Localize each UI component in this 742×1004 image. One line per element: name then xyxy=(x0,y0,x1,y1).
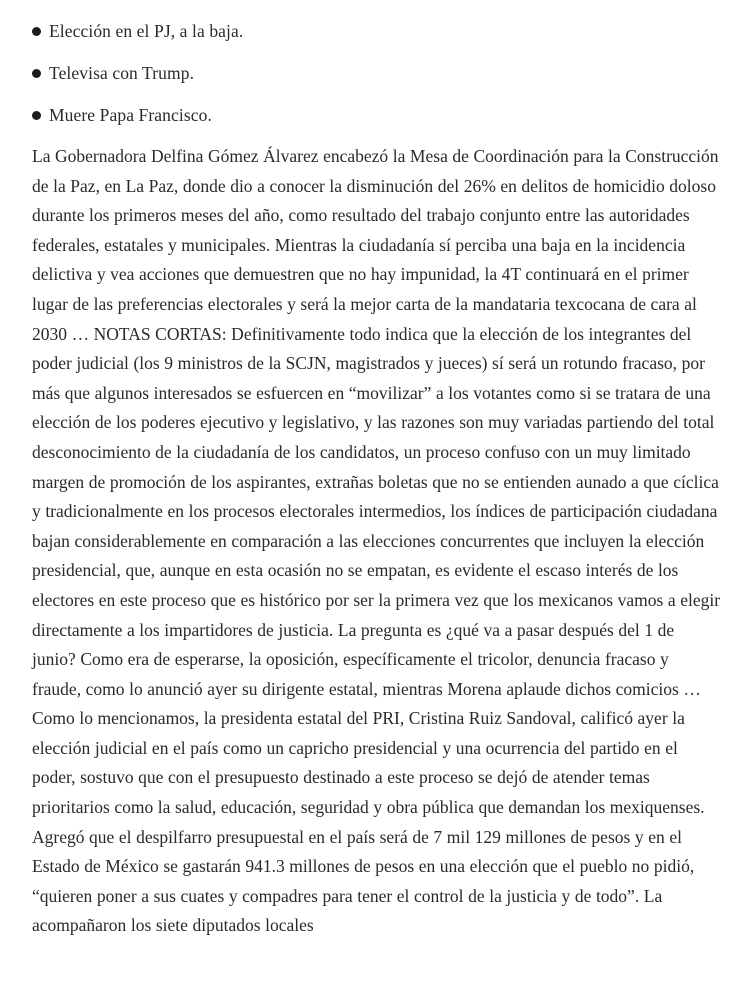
bullet-text: Muere Papa Francisco. xyxy=(49,104,212,125)
bullet-list xyxy=(32,10,722,136)
bullet-text: Televisa con Trump. xyxy=(49,62,195,83)
article-content xyxy=(32,10,722,941)
bullet-dot-icon xyxy=(32,27,41,36)
bullet-item xyxy=(32,52,722,94)
bullet-item xyxy=(32,94,722,136)
bullet-dot-icon xyxy=(32,69,41,78)
bullet-text: Elección en el PJ, a la baja. xyxy=(49,20,244,41)
article-paragraph: La Gobernadora Delfina Gómez Álvarez encabezó la Mesa de Coordinación para la Construcción de la Paz, en La Paz, donde dio a conocer la disminución del 26% en delitos de homicidio doloso durante los primeros meses del año, como resultado del trabajo conjunto entre las autoridades federales, estatales y municipales. Mientras la ciudadanía sí perciba una baja en la incidencia delictiva y vea acciones que demuestren que no hay impunidad, la 4T continuará en el primer lugar de las preferencias electorales y será la mejor carta de la mandataria texcocana de cara al 2030 … NOTAS CORTAS: Definitivamente todo indica que la elección de los integrantes del poder judicial (los 9 ministros de la SCJN, magistrados y jueces) sí será un rotundo fracaso, por más que algunos interesados se esfuercen en “movilizar” a los votantes como si se tratara de una elección de los poderes ejecutivo y legislativo, y las razones son muy variadas partiendo del total desconocimiento de la ciudadanía de los candidatos, un proceso confuso con un muy limitado margen de promoción de los aspirantes, extrañas boletas que no se entienden aunado a que cíclica y tradicionalmente en los procesos electorales intermedios, los índices de participación ciudadana bajan considerablemente en comparación a las elecciones concurrentes que incluyen la elección presidencial, que, aunque en esta ocasión no se empatan, es evidente el escaso interés de los electores en este proceso que es histórico por ser la primera vez que los mexicanos vamos a elegir directamente a los impartidores de justicia. La pregunta es ¿qué va a pasar después del 1 de junio? Como era de esperarse, la oposición, específicamente el tricolor, denuncia fracaso y fraude, como lo anunció ayer su dirigente estatal, mientras Morena aplaude dichos comicios … Como lo mencionamos, la presidenta estatal del PRI, Cristina Ruiz Sandoval, calificó ayer la elección judicial en el país como un capricho presidencial y una ocurrencia del partido en el poder, sostuvo que con el presupuesto destinado a este proceso se dejó de atender temas prioritarios como la salud, educación, seguridad y obra pública que demandan los mexiquenses. Agregó que el despilfarro presupuestal en el país será de 7 mil 129 millones de pesos y en el Estado de México se gastarán 941.3 millones de pesos en una elección que el pueblo no pidió, “quieren poner a sus cuates y compadres para tener el control de la justicia y de todo”. La acompañaron los siete diputados locales xyxy=(32,146,721,936)
bullet-item xyxy=(32,10,722,52)
bullet-dot-icon xyxy=(32,111,41,120)
